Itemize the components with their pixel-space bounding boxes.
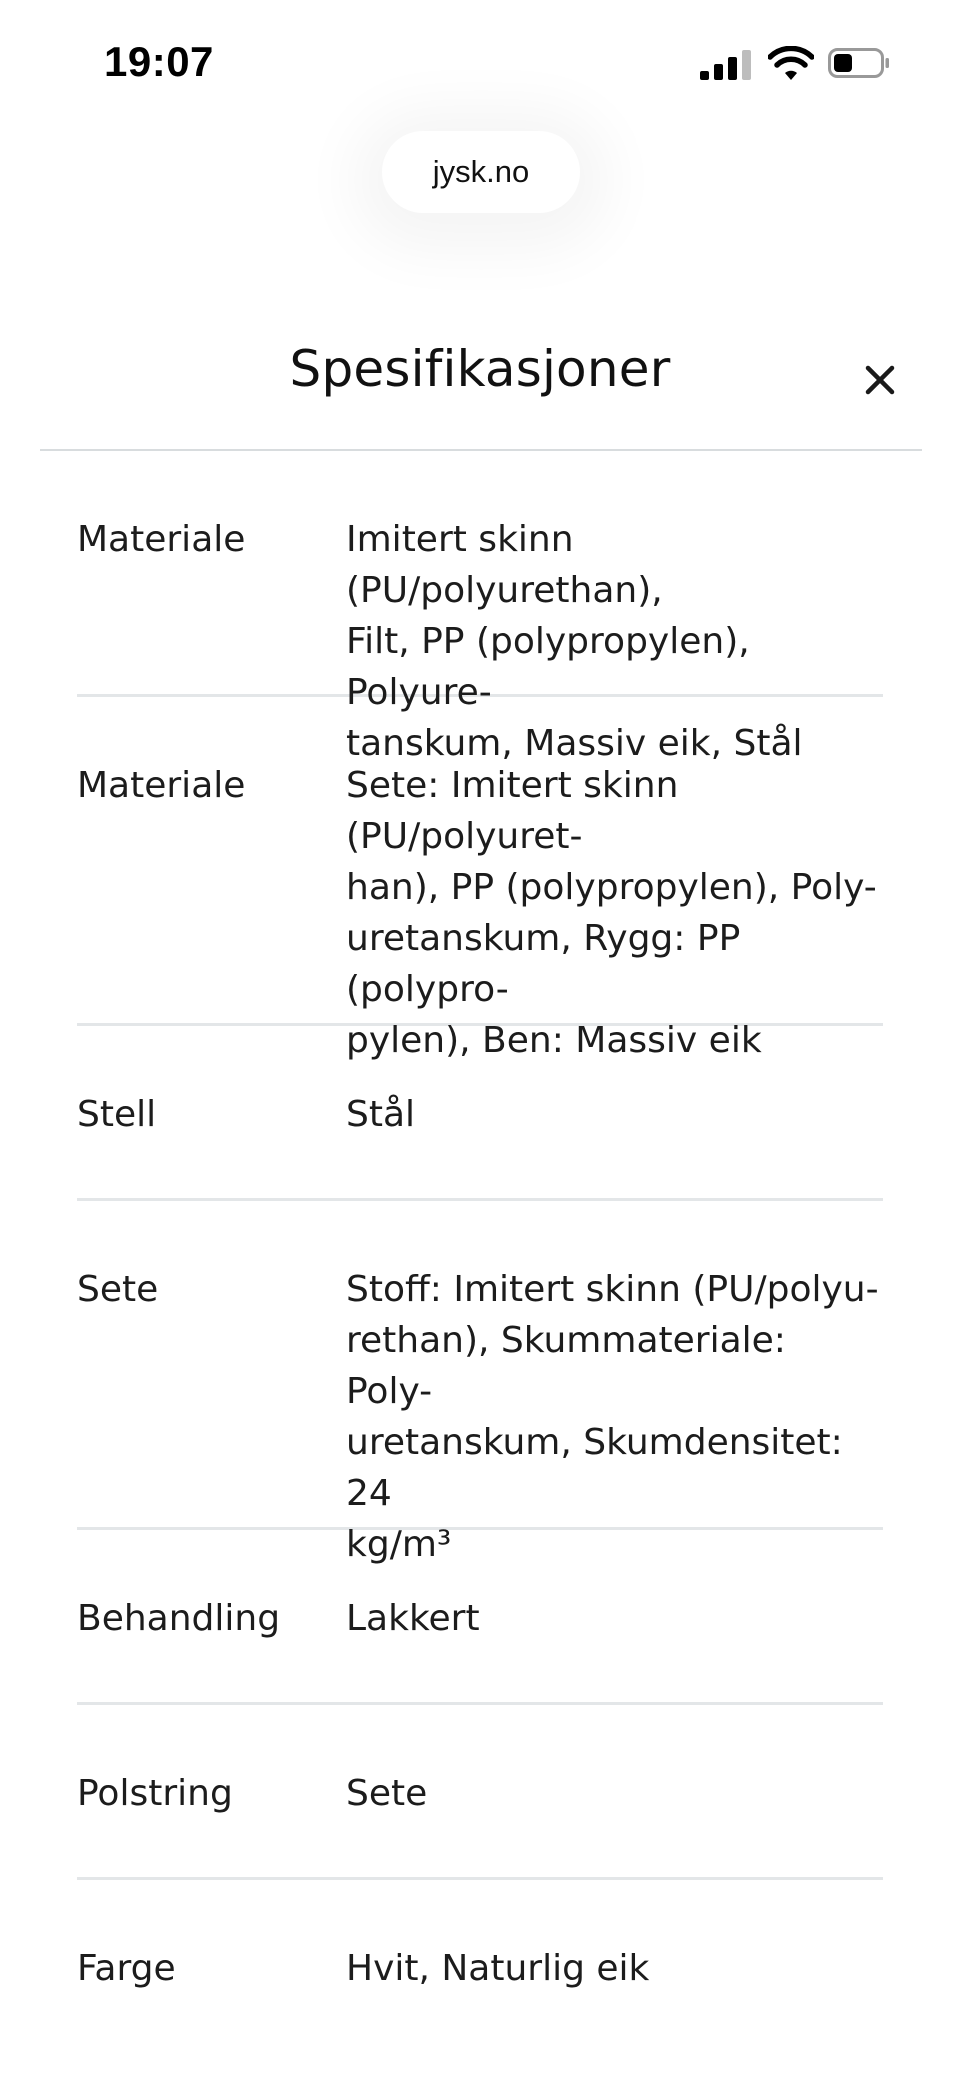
spec-label: Sete <box>77 1269 159 1310</box>
url-bar[interactable]: jysk.no <box>382 131 580 213</box>
spec-label: Farge <box>77 1948 176 1989</box>
spec-value: Hvit, Naturlig eik <box>346 1948 650 1989</box>
spec-row-polstring <box>77 1705 883 1880</box>
spec-label: Polstring <box>77 1773 233 1814</box>
spec-row-sete <box>77 1201 883 1565</box>
spec-label: Behandling <box>77 1598 281 1639</box>
spec-value: Sete <box>346 1773 428 1814</box>
spec-value: Stoff: Imitert skinn (PU/polyu- rethan), Skummateriale: Poly- uretanskum, Skumdensitet: 24 kg/m³ <box>346 1269 879 1565</box>
spec-row-behandling <box>77 1530 883 1705</box>
status-bar <box>0 0 960 120</box>
status-icons <box>700 44 900 84</box>
battery-icon <box>828 48 890 78</box>
status-time: 19:07 <box>104 38 214 85</box>
spec-row-farge <box>77 1880 883 2052</box>
wifi-icon <box>768 46 814 82</box>
spec-value: Lakkert <box>346 1598 480 1639</box>
close-icon[interactable] <box>856 356 904 404</box>
spec-list <box>77 451 883 2052</box>
cellular-signal-icon <box>700 50 754 80</box>
spec-value: Imitert skinn (PU/polyurethan), Filt, PP (polypropylen), Polyure- tanskum, Massiv eik, Stål <box>346 519 803 764</box>
spec-label: Materiale <box>77 765 246 806</box>
spec-value: Sete: Imitert skinn (PU/polyuret- han), PP (polypropylen), Poly- uretanskum, Rygg: PP (polypro- pylen), Ben: Massiv eik <box>346 765 877 1061</box>
spec-value: Stål <box>346 1094 416 1135</box>
page-title: Spesifikasjoner <box>289 340 671 398</box>
spec-label: Stell <box>77 1094 157 1135</box>
spec-label: Materiale <box>77 519 246 560</box>
spec-row-materiale <box>77 451 883 764</box>
